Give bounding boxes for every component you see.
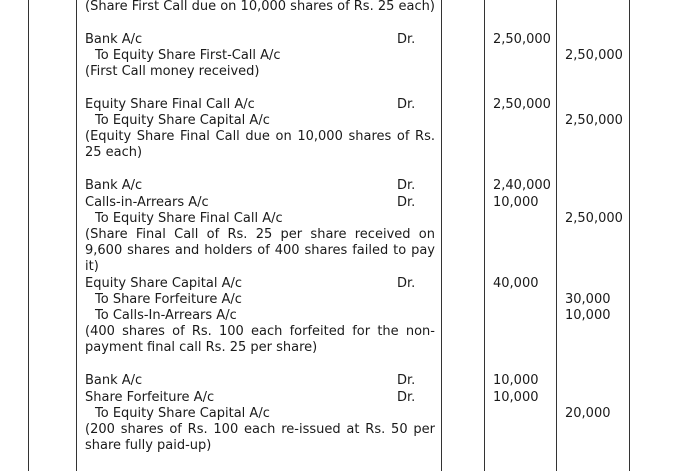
credit-account: To Calls-In-Arrears A/c xyxy=(95,308,237,323)
narration: (Share Final Call of Rs. 25 per share received on 9,600 shares and holders of 400 shares failed to pay it) xyxy=(85,227,435,275)
debit-account: Bank A/c xyxy=(85,373,143,388)
credit-amount: 20,000 xyxy=(565,406,611,421)
credit-amount: 10,000 xyxy=(565,308,611,323)
debit-amount: 10,000 xyxy=(493,373,539,388)
debit-amount: 40,000 xyxy=(493,276,539,291)
narration: (First Call money received) xyxy=(85,64,260,79)
dr-label: Dr. xyxy=(397,276,416,291)
credit-account: To Share Forfeiture A/c xyxy=(95,292,242,307)
table-border-particulars xyxy=(441,0,442,471)
debit-amount: 2,50,000 xyxy=(493,32,551,47)
debit-amount: 10,000 xyxy=(493,195,539,210)
credit-account: To Equity Share Capital A/c xyxy=(95,406,270,421)
credit-amount: 2,50,000 xyxy=(565,113,623,128)
dr-label: Dr. xyxy=(397,178,416,193)
credit-account: To Equity Share First-Call A/c xyxy=(95,48,281,63)
narration: (200 shares of Rs. 100 each re-issued at Rs. 50 per share fully paid-up) xyxy=(85,422,435,454)
dr-label: Dr. xyxy=(397,195,416,210)
table-border-right xyxy=(629,0,630,471)
credit-amount: 2,50,000 xyxy=(565,48,623,63)
narration-previous-entry: (Share First Call due on 10,000 shares of Rs. 25 each) xyxy=(85,0,435,14)
credit-amount: 30,000 xyxy=(565,292,611,307)
dr-label: Dr. xyxy=(397,390,416,405)
debit-account: Equity Share Final Call A/c xyxy=(85,97,255,112)
credit-amount: 2,50,000 xyxy=(565,211,623,226)
narration: (Equity Share Final Call due on 10,000 shares of Rs. 25 each) xyxy=(85,129,435,161)
debit-amount: 10,000 xyxy=(493,390,539,405)
debit-account: Bank A/c xyxy=(85,178,143,193)
dr-label: Dr. xyxy=(397,97,416,112)
dr-label: Dr. xyxy=(397,373,416,388)
debit-account: Bank A/c xyxy=(85,32,143,47)
dr-label: Dr. xyxy=(397,32,416,47)
table-border-lf xyxy=(484,0,485,471)
credit-account: To Equity Share Final Call A/c xyxy=(95,211,283,226)
debit-account: Calls-in-Arrears A/c xyxy=(85,195,209,210)
table-border-debit xyxy=(556,0,557,471)
table-border-left xyxy=(28,0,29,471)
debit-account: Equity Share Capital A/c xyxy=(85,276,243,291)
debit-account: Share Forfeiture A/c xyxy=(85,390,215,405)
table-border-date xyxy=(76,0,77,471)
debit-amount: 2,50,000 xyxy=(493,97,551,112)
credit-account: To Equity Share Capital A/c xyxy=(95,113,270,128)
narration: (400 shares of Rs. 100 each forfeited for the non-payment final call Rs. 25 per share) xyxy=(85,324,435,356)
debit-amount: 2,40,000 xyxy=(493,178,551,193)
